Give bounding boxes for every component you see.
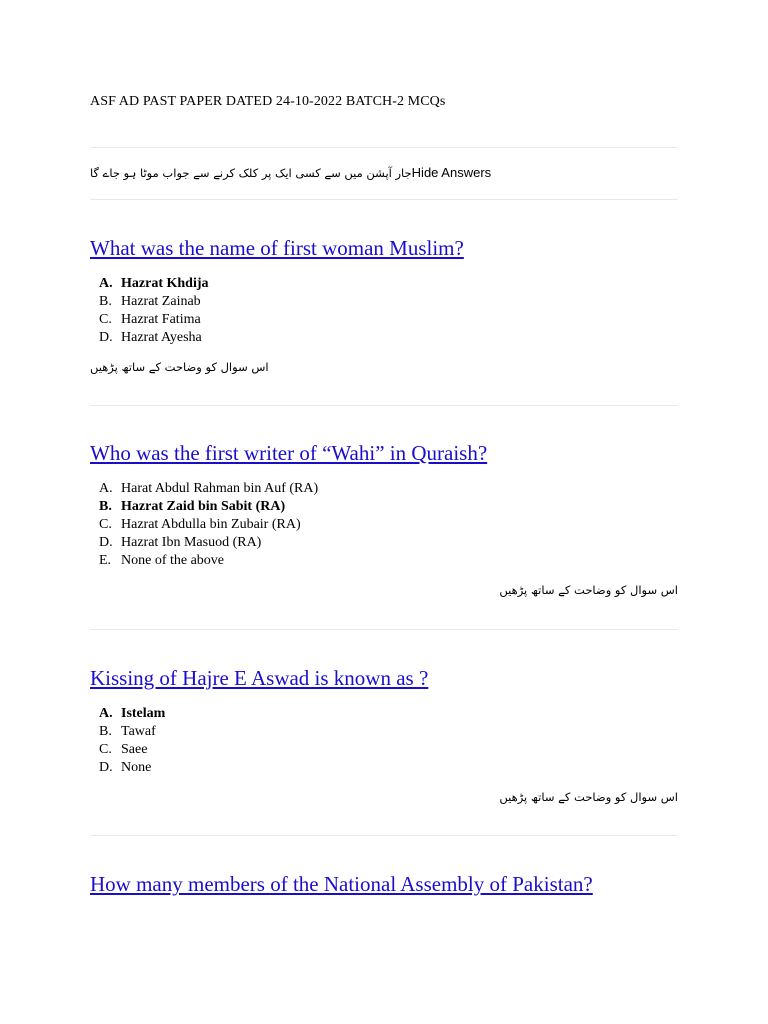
option-c[interactable] [90,516,678,534]
question-title[interactable]: Kissing of Hajre E Aswad is known as ? [90,666,429,690]
option-c[interactable] [90,311,678,329]
option-a[interactable] [90,480,678,498]
divider [90,629,678,630]
option-letter: D. [99,760,113,775]
option-text: Hazrat Abdulla bin Zubair (RA) [121,517,301,532]
option-text: Hazrat Ibn Masuod (RA) [121,535,262,550]
explanation-link[interactable]: اس سوال کو وضاحت کے ساتھ پڑھیں [90,360,269,374]
option-letter: B. [99,724,112,739]
options-list [90,275,678,347]
divider [90,835,678,836]
option-text: Harat Abdul Rahman bin Auf (RA) [121,481,319,496]
option-letter: D. [99,535,113,550]
option-b[interactable] [90,498,678,516]
option-text: Hazrat Fatima [121,312,201,327]
question-3 [90,666,678,804]
option-text: Hazrat Zainab [121,294,201,309]
option-text: Istelam [121,706,166,721]
option-text: Tawaf [121,724,156,739]
option-e[interactable] [90,552,678,570]
divider [90,405,678,406]
explanation-link[interactable]: اس سوال کو وضاحت کے ساتھ پڑھیں [499,790,678,804]
question-2 [90,441,678,597]
option-letter: B. [99,499,112,514]
options-list [90,480,678,570]
explanation-link[interactable]: اس سوال کو وضاحت کے ساتھ پڑھیں [499,583,678,597]
option-a[interactable] [90,705,678,723]
page-title: ASF AD PAST PAPER DATED 24-10-2022 BATCH-2 MCQs [90,94,446,109]
option-letter: A. [99,276,113,291]
question-4 [90,872,678,897]
option-text: None of the above [121,553,225,568]
question-title[interactable]: How many members of the National Assembly of Pakistan? [90,872,593,896]
option-a[interactable] [90,275,678,293]
option-letter: B. [99,294,112,309]
option-d[interactable] [90,759,678,777]
question-title[interactable]: What was the name of first woman Muslim? [90,236,464,260]
hide-answers-button[interactable]: Hide Answers [411,165,492,180]
option-letter: C. [99,517,112,532]
option-text: Hazrat Ayesha [121,330,202,345]
option-d[interactable] [90,329,678,347]
option-text: Hazrat Khdija [121,276,209,291]
option-b[interactable] [90,723,678,741]
option-letter: C. [99,312,112,327]
question-1 [90,236,678,374]
option-c[interactable] [90,741,678,759]
question-title[interactable]: Who was the first writer of “Wahi” in Quraish? [90,441,488,465]
option-letter: E. [99,553,112,568]
option-letter: D. [99,330,113,345]
options-list [90,705,678,777]
option-b[interactable] [90,293,678,311]
option-letter: C. [99,742,112,757]
divider [90,199,678,200]
option-text: Hazrat Zaid bin Sabit (RA) [121,499,286,514]
option-text: None [121,760,152,775]
option-letter: A. [99,706,113,721]
option-d[interactable] [90,534,678,552]
divider [90,147,678,148]
answer-toggle-hint: جار آپشن میں سے کسی ایک پر کلک کرنے سے جواب موٹا ہو جاے گا [90,166,412,180]
option-letter: A. [99,481,113,496]
option-text: Saee [121,742,148,757]
answer-toggle-row [90,165,491,181]
